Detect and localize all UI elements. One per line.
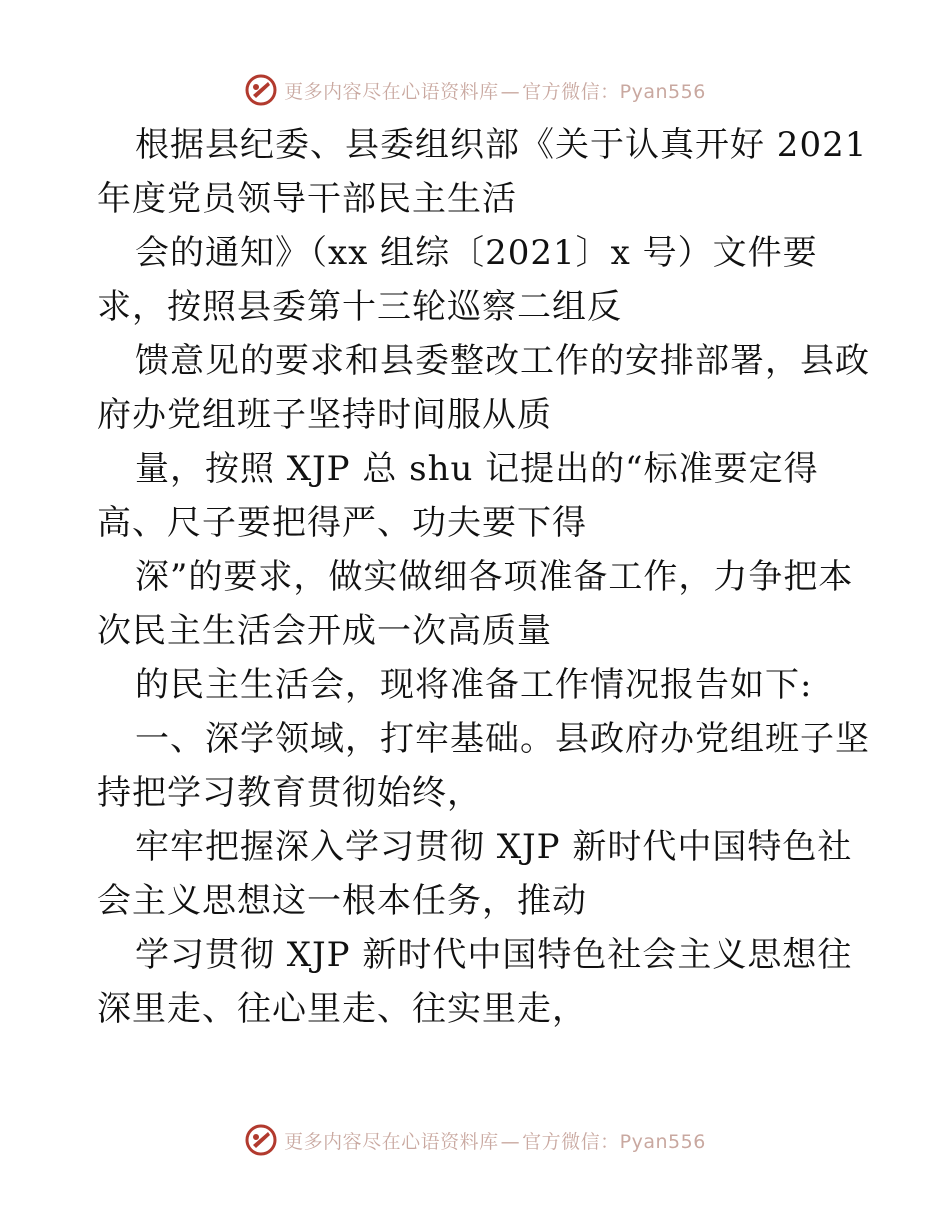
watermark-text: 更多内容尽在心语资料库 — 官方微信：Pyan556 — [284, 80, 706, 103]
text-line: 牢牢把握深入学习贯彻 XJP 新时代中国特色社 — [135, 827, 853, 867]
text-line: 会主义思想这一根本任务，推动 — [97, 881, 587, 921]
text-line: 持把学习教育贯彻始终， — [97, 773, 482, 813]
text-line: 府办党组班子坚持时间服从质 — [97, 395, 552, 435]
text-line: 高、尺子要把得严、功夫要下得 — [97, 503, 587, 543]
brand-logo-icon — [244, 1123, 278, 1157]
text-line: 年度党员领导干部民主生活 — [97, 179, 517, 219]
document-body — [97, 118, 870, 1036]
watermark-header — [0, 70, 950, 110]
text-line: 次民主生活会开成一次高质量 — [97, 611, 552, 651]
brand-logo-icon — [244, 73, 278, 107]
text-line: 根据县纪委、县委组织部《关于认真开好 2021 — [135, 125, 868, 165]
watermark-footer — [0, 1120, 950, 1160]
text-line: 馈意见的要求和县委整改工作的安排部署，县政 — [135, 341, 870, 381]
text-line: 量，按照 XJP 总 shu 记提出的“标准要定得 — [135, 449, 819, 489]
text-line: 的民主生活会，现将准备工作情况报告如下: — [135, 665, 813, 705]
text-line: 深”的要求，做实做细各项准备工作，力争把本 — [135, 557, 854, 597]
watermark-text: 更多内容尽在心语资料库 — 官方微信：Pyan556 — [284, 1130, 706, 1153]
text-line: 深里走、往心里走、往实里走， — [97, 989, 587, 1029]
text-line: 一、深学领域，打牢基础。县政府办党组班子坚 — [135, 719, 870, 759]
text-line: 求，按照县委第十三轮巡察二组反 — [97, 287, 622, 327]
text-line: 学习贯彻 XJP 新时代中国特色社会主义思想往 — [135, 935, 853, 975]
text-line: 会的通知》（xx 组综〔2021〕x 号）文件要 — [135, 233, 818, 273]
